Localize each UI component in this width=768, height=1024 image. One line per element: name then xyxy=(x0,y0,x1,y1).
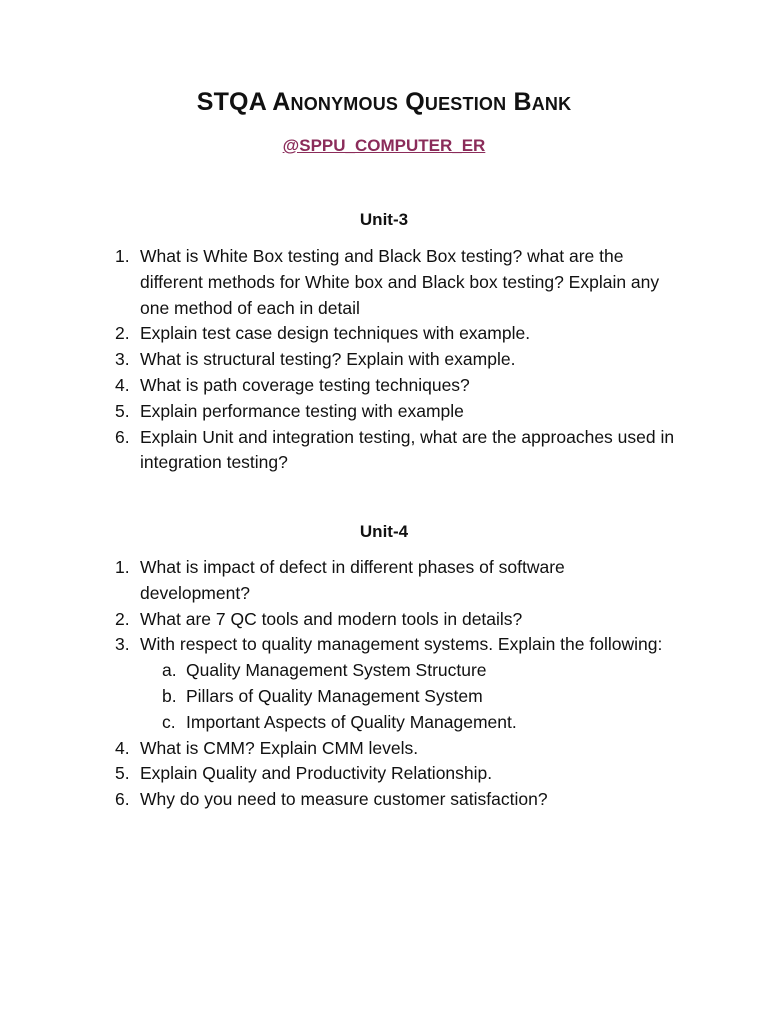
document-title: STQA Anonymous Question Bank xyxy=(196,88,572,116)
question-item xyxy=(0,244,768,321)
question-text: Explain Quality and Productivity Relationship. xyxy=(140,763,493,784)
question-text: What is impact of defect in different phases of software development? xyxy=(140,557,565,603)
question-item xyxy=(0,736,768,762)
question-text: What is White Box testing and Black Box testing? what are the different methods for White box and Black box testing? Explain any one method of each in detail xyxy=(140,246,660,318)
question-item xyxy=(0,555,768,607)
unit-4-heading: Unit-4 xyxy=(359,522,409,541)
channel-handle-link[interactable]: @SPPU_COMPUTER_ER xyxy=(282,136,486,155)
question-number: 2. xyxy=(115,608,130,629)
question-number: 4. xyxy=(115,374,130,395)
question-text: What is CMM? Explain CMM levels. xyxy=(140,737,419,758)
question-number: 1. xyxy=(115,246,130,266)
unit-3-question-list xyxy=(0,244,768,476)
question-text: What is path coverage testing techniques? xyxy=(140,374,470,395)
question-number: 5. xyxy=(115,763,130,784)
question-text: With respect to quality management systems. Explain the following: xyxy=(140,634,663,655)
question-subitem-list xyxy=(140,658,678,735)
subitem-text: Important Aspects of Quality Management. xyxy=(186,711,517,732)
question-item xyxy=(0,607,768,633)
unit-3-heading: Unit-3 xyxy=(359,210,409,229)
question-number: 5. xyxy=(115,400,130,421)
question-number: 6. xyxy=(115,426,130,447)
question-item xyxy=(0,399,768,425)
question-subitem xyxy=(140,658,678,684)
question-text: Explain performance testing with example xyxy=(140,400,464,421)
question-number: 3. xyxy=(115,349,130,370)
question-text: Explain test case design techniques with example. xyxy=(140,323,531,344)
question-number: 6. xyxy=(115,789,130,810)
question-item xyxy=(0,425,768,477)
question-item xyxy=(0,761,768,787)
question-item xyxy=(0,373,768,399)
subitem-text: Pillars of Quality Management System xyxy=(186,685,483,706)
question-number: 1. xyxy=(115,557,130,577)
question-number: 2. xyxy=(115,323,130,344)
question-item xyxy=(0,787,768,813)
question-subitem xyxy=(140,684,678,710)
question-text: What are 7 QC tools and modern tools in details? xyxy=(140,608,523,629)
subitem-text: Quality Management System Structure xyxy=(186,660,487,681)
question-text: Explain Unit and integration testing, what are the approaches used in integration testing? xyxy=(140,426,675,473)
question-item xyxy=(0,321,768,347)
question-number: 3. xyxy=(115,634,130,655)
question-number: 4. xyxy=(115,737,130,758)
subitem-letter: a. xyxy=(162,660,177,681)
question-subitem xyxy=(140,710,678,736)
question-item xyxy=(0,632,768,735)
question-item xyxy=(0,347,768,373)
question-text: Why do you need to measure customer satisfaction? xyxy=(140,789,548,810)
question-text: What is structural testing? Explain with example. xyxy=(140,349,516,370)
subitem-letter: b. xyxy=(162,685,177,706)
subitem-letter: c. xyxy=(162,711,176,732)
unit-4-question-list xyxy=(0,555,768,813)
